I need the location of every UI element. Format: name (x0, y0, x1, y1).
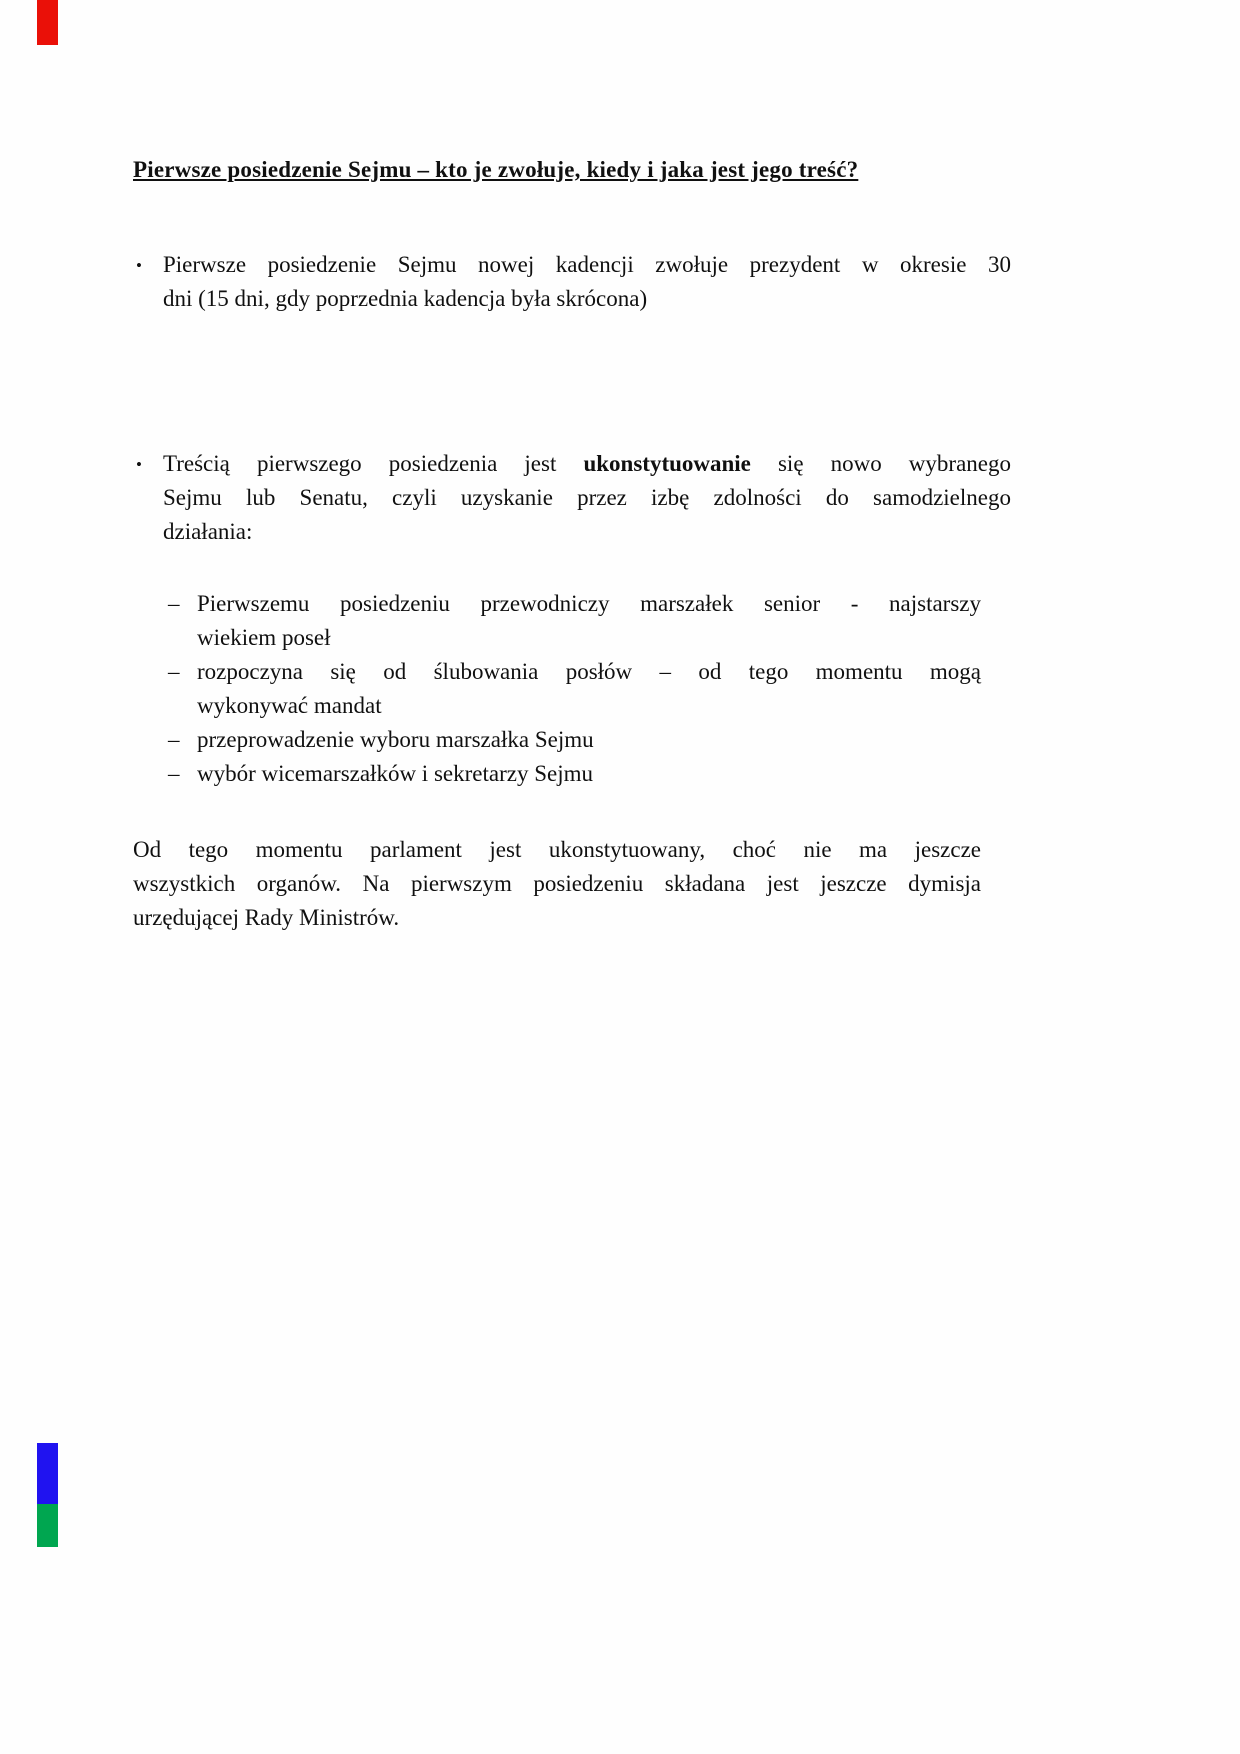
dash4-line1: wybór wicemarszałków i sekretarzy Sejmu (197, 761, 593, 786)
dash-sublist (133, 587, 981, 791)
bullet-icon: • (136, 256, 142, 275)
bullet-item-1 (133, 248, 1011, 316)
document-title: Pierwsze posiedzenie Sejmu – kto je zwołuje, kiedy i jaka jest jego treść? (133, 157, 859, 182)
dash3-line1: przeprowadzenie wyboru marszałka Sejmu (197, 727, 594, 752)
dash-icon: – (168, 727, 180, 752)
bullet-item-2 (133, 447, 1011, 549)
dash2-line1: rozpoczyna się od ślubowania posłów – od tego momentu mogą (197, 659, 981, 684)
dash1-line2: wiekiem poseł (197, 625, 331, 650)
dash1-line1: Pierwszemu posiedzeniu przewodniczy marszałek senior - najstarszy (197, 591, 981, 616)
scan-artifact-blue (37, 1443, 58, 1504)
bullet1-line2: dni (15 dni, gdy poprzednia kadencja była skrócona) (163, 286, 648, 311)
bullet2-line1-pre: Treścią pierwszego posiedzenia jest (163, 451, 584, 476)
bullet2-line2: Sejmu lub Senatu, czyli uzyskanie przez izbę zdolności do samodzielnego (163, 485, 1011, 510)
dash-icon: – (168, 761, 180, 786)
bullet2-line1-bold: ukonstytuowanie (583, 451, 751, 476)
bullet-icon: • (136, 455, 142, 474)
dash-icon: – (168, 591, 180, 616)
dash2-line2: wykonywać mandat (197, 693, 382, 718)
bullet2-line3: działania: (163, 519, 253, 544)
closing-line3: urzędującej Rady Ministrów. (133, 905, 400, 930)
bullet1-line1: Pierwsze posiedzenie Sejmu nowej kadencji zwołuje prezydent w okresie 30 (163, 252, 1011, 277)
dash-item-2 (133, 655, 981, 723)
closing-paragraph (133, 833, 981, 935)
dash-item-3 (133, 723, 981, 757)
bullet2-line1-post: się nowo wybranego (750, 451, 1011, 476)
closing-line2: wszystkich organów. Na pierwszym posiedzeniu składana jest jeszcze dymisja (133, 871, 981, 896)
scan-artifact-green (37, 1504, 58, 1547)
closing-line1: Od tego momentu parlament jest ukonstytuowany, choć nie ma jeszcze (133, 837, 981, 862)
dash-item-1 (133, 587, 981, 655)
dash-icon: – (168, 659, 180, 684)
bullet2-line1 (163, 447, 1011, 481)
dash-item-4 (133, 757, 981, 791)
scan-artifact-red (37, 0, 58, 45)
